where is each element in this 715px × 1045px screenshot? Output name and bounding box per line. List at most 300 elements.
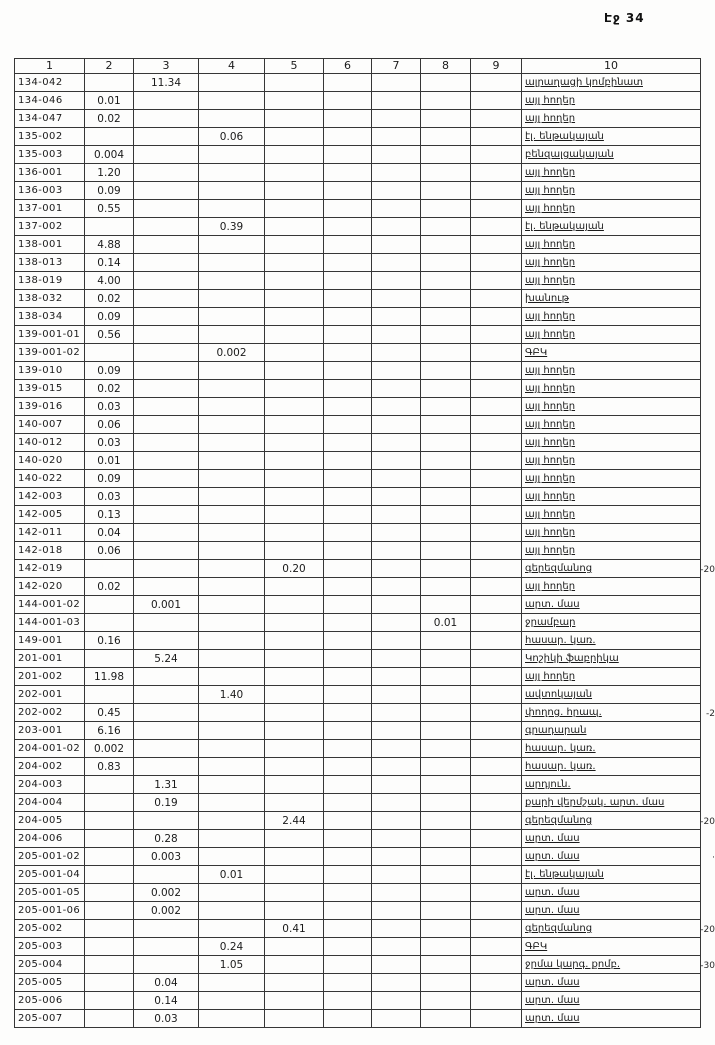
parcel-code: 205-001-06 xyxy=(18,904,81,916)
value-cell xyxy=(265,380,324,398)
value-cell xyxy=(421,920,471,938)
value-cell xyxy=(471,722,522,740)
code-cell xyxy=(15,488,85,506)
description-cell xyxy=(522,542,701,560)
area-value: 0.56 xyxy=(97,328,121,341)
value-cell xyxy=(134,542,199,560)
value-cell xyxy=(372,722,421,740)
parcel-code: 205-001-02 xyxy=(18,850,81,862)
value-cell xyxy=(421,146,471,164)
value-cell xyxy=(471,524,522,542)
value-cell xyxy=(85,146,134,164)
value-cell xyxy=(324,308,372,326)
value-cell xyxy=(199,596,265,614)
value-cell xyxy=(265,686,324,704)
value-cell xyxy=(265,560,324,578)
value-cell xyxy=(471,488,522,506)
area-value: 1.20 xyxy=(97,166,121,179)
land-use-label: ջրմա կարգ. քոմբ. xyxy=(525,959,621,970)
land-use-label: այլ հողեր xyxy=(525,581,576,592)
parcel-code: 144-001-03 xyxy=(18,616,81,628)
value-cell xyxy=(85,668,134,686)
area-value: 0.002 xyxy=(150,886,182,899)
table-row xyxy=(15,416,701,434)
value-cell xyxy=(199,794,265,812)
table-row xyxy=(15,830,701,848)
value-cell xyxy=(199,92,265,110)
table-body xyxy=(15,74,715,1028)
description-cell xyxy=(522,992,701,1010)
value-cell xyxy=(85,542,134,560)
value-cell xyxy=(421,326,471,344)
value-cell xyxy=(265,614,324,632)
value-cell xyxy=(372,902,421,920)
table-row xyxy=(15,758,701,776)
value-cell xyxy=(134,902,199,920)
area-value: 0.06 xyxy=(219,130,244,143)
land-use-label: այլ հողեր xyxy=(525,311,576,322)
land-use-label: ավտոկայան xyxy=(525,689,593,700)
land-use-label: ԳԲԿ xyxy=(525,941,548,952)
land-use-label: էլ. ենթակայան xyxy=(525,221,604,232)
value-cell xyxy=(471,452,522,470)
value-cell xyxy=(265,164,324,182)
table-row xyxy=(15,470,701,488)
value-cell xyxy=(134,830,199,848)
value-cell xyxy=(265,740,324,758)
value-cell xyxy=(324,920,372,938)
code-cell xyxy=(15,308,85,326)
area-value: 0.02 xyxy=(97,580,121,593)
value-cell xyxy=(134,524,199,542)
parcel-code: 138-001 xyxy=(18,238,63,250)
description-cell xyxy=(522,758,701,776)
description-cell xyxy=(522,398,701,416)
value-cell xyxy=(265,326,324,344)
value-cell xyxy=(372,344,421,362)
table-row xyxy=(15,974,701,992)
value-cell xyxy=(85,506,134,524)
value-cell xyxy=(372,506,421,524)
area-value: 0.03 xyxy=(97,436,121,449)
description-cell xyxy=(522,110,701,128)
value-cell xyxy=(265,632,324,650)
value-cell xyxy=(471,1010,522,1028)
code-cell xyxy=(15,776,85,794)
value-cell xyxy=(324,686,372,704)
area-value: 4.88 xyxy=(97,238,121,251)
value-cell xyxy=(265,146,324,164)
table-row xyxy=(15,596,701,614)
value-cell xyxy=(324,218,372,236)
area-value: 11.98 xyxy=(93,670,125,683)
value-cell xyxy=(134,236,199,254)
area-value: 0.28 xyxy=(154,832,178,845)
value-cell xyxy=(324,236,372,254)
description-cell xyxy=(522,596,701,614)
value-cell xyxy=(134,146,199,164)
value-cell xyxy=(421,812,471,830)
value-cell xyxy=(134,668,199,686)
value-cell xyxy=(265,236,324,254)
value-cell xyxy=(134,470,199,488)
value-cell xyxy=(134,866,199,884)
value-cell xyxy=(421,830,471,848)
value-cell xyxy=(421,938,471,956)
value-cell xyxy=(199,866,265,884)
value-cell xyxy=(324,164,372,182)
value-cell xyxy=(265,398,324,416)
value-cell xyxy=(372,686,421,704)
table-row xyxy=(15,938,701,956)
value-cell xyxy=(199,74,265,92)
value-cell xyxy=(324,452,372,470)
code-cell xyxy=(15,236,85,254)
value-cell xyxy=(265,704,324,722)
value-cell xyxy=(372,1010,421,1028)
value-cell xyxy=(85,938,134,956)
value-cell xyxy=(372,326,421,344)
value-cell xyxy=(471,506,522,524)
area-value: 0.39 xyxy=(219,220,244,233)
table-row xyxy=(15,848,701,866)
code-cell xyxy=(15,902,85,920)
value-cell xyxy=(372,362,421,380)
land-use-label: արտ. մաս xyxy=(525,1013,580,1024)
area-value: 0.09 xyxy=(97,184,121,197)
value-cell xyxy=(85,524,134,542)
value-cell xyxy=(134,614,199,632)
value-cell xyxy=(421,254,471,272)
value-cell xyxy=(199,776,265,794)
value-cell xyxy=(199,830,265,848)
value-cell xyxy=(471,110,522,128)
parcel-code: 205-002 xyxy=(18,922,63,934)
area-value: 0.20 xyxy=(282,562,306,575)
value-cell xyxy=(85,326,134,344)
value-cell xyxy=(372,92,421,110)
page-number: Էջ 34 xyxy=(604,11,645,25)
value-cell xyxy=(471,218,522,236)
value-cell xyxy=(372,290,421,308)
value-cell xyxy=(85,398,134,416)
value-cell xyxy=(85,758,134,776)
parcel-code: 139-016 xyxy=(18,400,63,412)
area-value: 0.16 xyxy=(97,634,121,647)
table-row xyxy=(15,650,701,668)
value-cell xyxy=(471,668,522,686)
parcel-code: 204-006 xyxy=(18,832,63,844)
column-header: 8 xyxy=(421,59,471,74)
value-cell xyxy=(421,524,471,542)
parcel-code: 138-013 xyxy=(18,256,63,268)
value-cell xyxy=(324,92,372,110)
value-cell xyxy=(265,290,324,308)
value-cell xyxy=(265,722,324,740)
value-cell xyxy=(134,938,199,956)
parcel-code: 140-020 xyxy=(18,454,63,466)
column-header: 4 xyxy=(199,59,265,74)
table-row xyxy=(15,920,701,938)
value-cell xyxy=(471,866,522,884)
value-cell xyxy=(85,380,134,398)
value-cell xyxy=(471,830,522,848)
table-row xyxy=(15,74,701,92)
value-cell xyxy=(134,110,199,128)
value-cell xyxy=(134,884,199,902)
code-cell xyxy=(15,812,85,830)
value-cell xyxy=(199,218,265,236)
value-cell xyxy=(421,218,471,236)
table-header xyxy=(15,59,701,74)
value-cell xyxy=(324,848,372,866)
value-cell xyxy=(421,794,471,812)
value-cell xyxy=(324,812,372,830)
description-cell xyxy=(522,920,715,938)
description-cell xyxy=(522,416,701,434)
code-cell xyxy=(15,956,85,974)
land-use-label: այլ հողեր xyxy=(525,329,576,340)
description-cell xyxy=(522,614,701,632)
value-cell xyxy=(265,470,324,488)
land-use-label: այլ հողեր xyxy=(525,239,576,250)
table-row xyxy=(15,128,701,146)
value-cell xyxy=(134,740,199,758)
parcel-code: 134-046 xyxy=(18,94,63,106)
description-cell xyxy=(522,128,701,146)
parcel-code: 140-007 xyxy=(18,418,63,430)
code-cell xyxy=(15,596,85,614)
area-value: 1.31 xyxy=(154,778,178,791)
land-use-label: այլ հողեր xyxy=(525,365,576,376)
value-cell xyxy=(199,434,265,452)
value-cell xyxy=(324,614,372,632)
land-use-label: արտ. մաս xyxy=(525,833,580,844)
description-cell xyxy=(522,200,701,218)
value-cell xyxy=(471,812,522,830)
table-row xyxy=(15,308,701,326)
code-cell xyxy=(15,380,85,398)
value-cell xyxy=(372,110,421,128)
land-use-label: այլ հողեր xyxy=(525,671,576,682)
value-cell xyxy=(421,542,471,560)
area-value: 0.06 xyxy=(97,544,121,557)
value-cell xyxy=(134,182,199,200)
area-value: 0.01 xyxy=(97,454,121,467)
area-value: 0.04 xyxy=(97,526,121,539)
description-cell xyxy=(522,434,701,452)
land-use-label: քարի վերմշակ. արտ. մաս xyxy=(525,797,665,808)
value-cell xyxy=(85,344,134,362)
value-cell xyxy=(134,200,199,218)
value-cell xyxy=(265,866,324,884)
value-cell xyxy=(85,848,134,866)
value-cell xyxy=(199,290,265,308)
description-cell xyxy=(522,740,701,758)
area-value: 0.03 xyxy=(97,400,121,413)
table-row xyxy=(15,236,701,254)
value-cell xyxy=(372,758,421,776)
value-cell xyxy=(372,272,421,290)
value-cell xyxy=(324,74,372,92)
value-cell xyxy=(85,182,134,200)
value-cell xyxy=(372,236,421,254)
table-row xyxy=(15,560,701,578)
value-cell xyxy=(372,578,421,596)
value-cell xyxy=(265,452,324,470)
value-cell xyxy=(85,1010,134,1028)
value-cell xyxy=(471,272,522,290)
parcel-code: 204-004 xyxy=(18,796,63,808)
area-value: 0.02 xyxy=(97,112,121,125)
description-cell xyxy=(522,848,715,866)
value-cell xyxy=(421,200,471,218)
parcel-code: 203-001 xyxy=(18,724,63,736)
area-value: 0.01 xyxy=(219,868,244,881)
value-cell xyxy=(471,776,522,794)
parcel-code: 204-003 xyxy=(18,778,63,790)
value-cell xyxy=(372,884,421,902)
value-cell xyxy=(199,848,265,866)
value-cell xyxy=(199,560,265,578)
value-cell xyxy=(372,416,421,434)
value-cell xyxy=(471,398,522,416)
value-cell xyxy=(421,956,471,974)
value-cell xyxy=(199,416,265,434)
value-cell xyxy=(85,560,134,578)
value-cell xyxy=(471,902,522,920)
handwritten-margin-note: -20 xyxy=(700,925,715,935)
value-cell xyxy=(265,758,324,776)
value-cell xyxy=(421,578,471,596)
table-row xyxy=(15,290,701,308)
table-row xyxy=(15,632,701,650)
code-cell xyxy=(15,506,85,524)
value-cell xyxy=(421,632,471,650)
value-cell xyxy=(265,668,324,686)
code-cell xyxy=(15,200,85,218)
area-value: 0.14 xyxy=(154,994,178,1007)
parcel-code: 140-022 xyxy=(18,472,63,484)
code-cell xyxy=(15,542,85,560)
area-value: 0.02 xyxy=(97,292,121,305)
value-cell xyxy=(85,74,134,92)
value-cell xyxy=(265,506,324,524)
land-use-label: այլ հողեր xyxy=(525,113,576,124)
description-cell xyxy=(522,974,701,992)
value-cell xyxy=(85,722,134,740)
area-value: 0.41 xyxy=(282,922,306,935)
column-header: 10 xyxy=(522,59,701,74)
value-cell xyxy=(324,794,372,812)
parcel-code: 205-007 xyxy=(18,1012,63,1024)
parcel-code: 139-015 xyxy=(18,382,63,394)
value-cell xyxy=(372,488,421,506)
code-cell xyxy=(15,254,85,272)
code-cell xyxy=(15,92,85,110)
land-use-label: արտ. մաս xyxy=(525,977,580,988)
table-row xyxy=(15,866,701,884)
value-cell xyxy=(199,758,265,776)
table-row xyxy=(15,254,701,272)
land-use-label: այլ հողեր xyxy=(525,437,576,448)
value-cell xyxy=(85,254,134,272)
parcel-code: 205-005 xyxy=(18,976,63,988)
value-cell xyxy=(265,920,324,938)
value-cell xyxy=(199,542,265,560)
value-cell xyxy=(324,776,372,794)
value-cell xyxy=(85,920,134,938)
table-row xyxy=(15,704,701,722)
land-use-label: հասար. կառ. xyxy=(525,743,596,754)
parcel-code: 204-005 xyxy=(18,814,63,826)
value-cell xyxy=(324,200,372,218)
value-cell xyxy=(265,848,324,866)
land-use-label: արտ. մաս xyxy=(525,995,580,1006)
header-row xyxy=(15,59,701,74)
value-cell xyxy=(471,740,522,758)
value-cell xyxy=(372,200,421,218)
value-cell xyxy=(134,308,199,326)
value-cell xyxy=(134,722,199,740)
description-cell xyxy=(522,884,701,902)
value-cell xyxy=(324,650,372,668)
land-use-label: այլ հողեր xyxy=(525,455,576,466)
value-cell xyxy=(265,434,324,452)
value-cell xyxy=(265,992,324,1010)
value-cell xyxy=(324,758,372,776)
value-cell xyxy=(471,200,522,218)
value-cell xyxy=(134,920,199,938)
value-cell xyxy=(324,380,372,398)
value-cell xyxy=(421,236,471,254)
description-cell xyxy=(522,92,701,110)
value-cell xyxy=(134,506,199,524)
land-use-label: այլ հողեր xyxy=(525,491,576,502)
value-cell xyxy=(471,632,522,650)
table-row xyxy=(15,884,701,902)
parcel-code: 137-002 xyxy=(18,220,63,232)
value-cell xyxy=(471,308,522,326)
table-row xyxy=(15,1010,701,1028)
parcel-code: 202-002 xyxy=(18,706,63,718)
code-cell xyxy=(15,848,85,866)
land-use-label: այլ հողեր xyxy=(525,203,576,214)
table-row xyxy=(15,902,701,920)
description-cell xyxy=(522,668,701,686)
land-use-label: Կոշիկի ֆաբրիկա xyxy=(525,653,619,664)
description-cell xyxy=(522,452,701,470)
description-cell xyxy=(522,812,715,830)
value-cell xyxy=(85,452,134,470)
code-cell xyxy=(15,794,85,812)
value-cell xyxy=(134,92,199,110)
value-cell xyxy=(265,596,324,614)
value-cell xyxy=(421,776,471,794)
code-cell xyxy=(15,218,85,236)
description-cell xyxy=(522,956,715,974)
land-use-label: այլ հողեր xyxy=(525,185,576,196)
value-cell xyxy=(134,398,199,416)
value-cell xyxy=(134,1010,199,1028)
value-cell xyxy=(85,776,134,794)
parcel-code: 202-001 xyxy=(18,688,63,700)
value-cell xyxy=(134,632,199,650)
value-cell xyxy=(324,722,372,740)
value-cell xyxy=(265,128,324,146)
value-cell xyxy=(471,974,522,992)
description-cell xyxy=(522,722,701,740)
